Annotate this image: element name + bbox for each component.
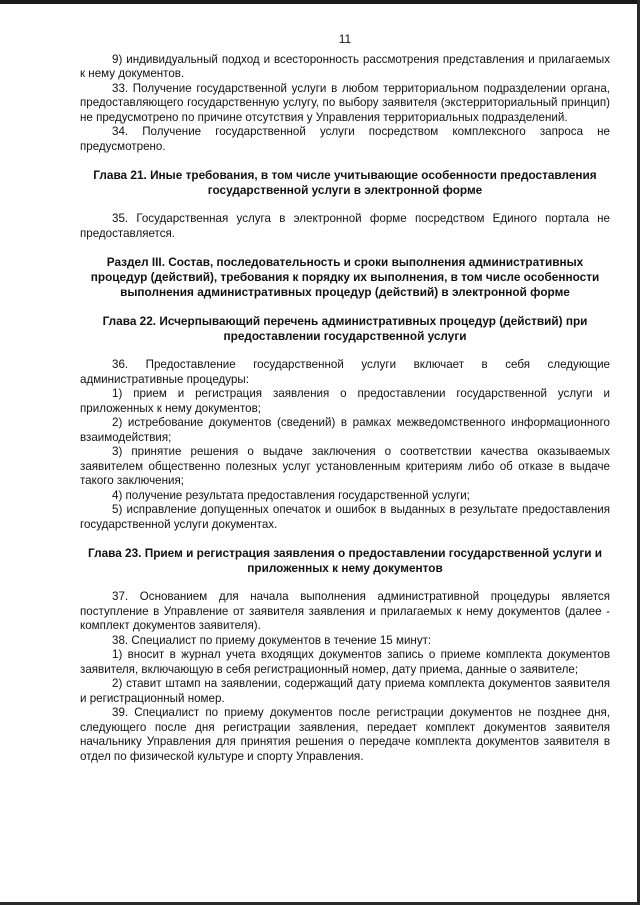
paragraph: 5) исправление допущенных опечаток и ошибок в выданных в результате предоставления государственной услуги документах. bbox=[80, 503, 610, 531]
paragraph: 1) прием и регистрация заявления о предоставлении государственной услуги и приложенных к нему документов; bbox=[80, 387, 610, 415]
spacer bbox=[80, 300, 610, 314]
spacer bbox=[80, 344, 610, 358]
spacer bbox=[80, 532, 610, 546]
paragraph: 4) получение результата предоставления государственной услуги; bbox=[112, 488, 470, 502]
paragraph: 34. Получение государственной услуги посредством комплексного запроса не предусмотрено. bbox=[80, 125, 610, 153]
section-heading: Глава 22. Исчерпывающий перечень административных процедур (действий) при предоставлении государственной услуги bbox=[102, 314, 588, 343]
paragraph: 33. Получение государственной услуги в любом территориальном подразделении органа, предоставляющего государственную услугу, по выбору заявителя (экстерриториальный принцип) не предусмотрено по причине отсутствия у Управления территориальных подразделений. bbox=[80, 81, 610, 124]
spacer bbox=[80, 154, 610, 168]
section-heading: Глава 23. Прием и регистрация заявления о предоставлении государственной услуги и приложенных к нему документов bbox=[87, 546, 603, 575]
page-number: 11 bbox=[338, 32, 352, 46]
document-body bbox=[80, 32, 610, 764]
paragraph: 1) вносит в журнал учета входящих документов запись о приеме комплекта документов заявителя, включающую в себя регистрационный номер, дату приема, данные о заявителе; bbox=[80, 648, 610, 676]
spacer bbox=[80, 241, 610, 255]
spacer bbox=[80, 576, 610, 590]
section-heading: Глава 21. Иные требования, в том числе учитывающие особенности предоставления государственной услуги в электронной форме bbox=[93, 168, 597, 197]
spacer bbox=[80, 198, 610, 212]
paragraph: 36. Предоставление государственной услуги включает в себя следующие административные процедуры: bbox=[80, 358, 610, 386]
paragraph: 39. Специалист по приему документов после регистрации документов не позднее дня, следующего после дня регистрации заявления, передает комплект документов заявителя начальнику Управления для принятия решения о передаче комплекта документов заявителя в отдел по физической культуре и спорту Управления. bbox=[80, 706, 610, 763]
paragraph: 37. Основанием для начала выполнения административной процедуры является поступление в Управление от заявителя заявления и прилагаемых к нему документов (далее - комплект документов заявителя). bbox=[80, 590, 610, 632]
document-text-flow bbox=[80, 53, 610, 765]
paragraph: 3) принятие решения о выдаче заключения о соответствии качества оказываемых заявителем общественно полезных услуг установленным критериям либо об отказе в выдаче такого заключения; bbox=[80, 445, 610, 487]
scan-edge-top bbox=[0, 0, 640, 4]
paragraph: 2) истребование документов (сведений) в рамках межведомственного информационного взаимодействия; bbox=[80, 416, 610, 444]
paragraph: 9) индивидуальный подход и всесторонность рассмотрения представления и прилагаемых к нему документов. bbox=[80, 52, 610, 80]
section-heading: Раздел III. Состав, последовательность и сроки выполнения административных процедур (действий), требования к порядку их выполнения, в том числе особенности выполнения административных процедур (действий) в электронной форме bbox=[90, 255, 600, 299]
paragraph: 38. Специалист по приему документов в течение 15 минут: bbox=[112, 633, 432, 647]
paragraph: 35. Государственная услуга в электронной форме посредством Единого портала не предоставляется. bbox=[80, 212, 610, 240]
paragraph: 2) ставит штамп на заявлении, содержащий дату приема комплекта документов заявителя и регистрационный номер. bbox=[80, 677, 610, 705]
